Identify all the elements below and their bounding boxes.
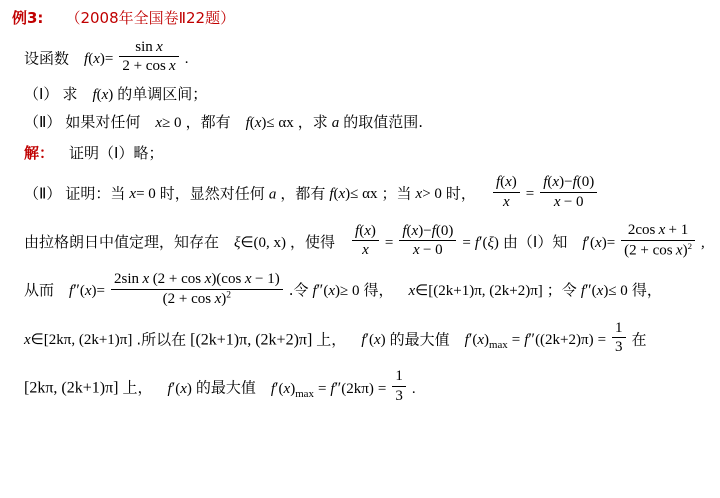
- problem-label: 例3:: [12, 9, 44, 27]
- problem-title-row: [12, 10, 708, 28]
- interval-set-1: x∈[(2k+1)π, (2k+2)π]: [408, 283, 543, 300]
- part-1-row: （Ⅰ） 求 f(x) 的单调区间；: [24, 85, 208, 104]
- function-definition: f(x)= $\frac{\text{sin x}}{\text{2 + cos x}}$ .: [84, 38, 189, 75]
- part-2-row: （Ⅱ） 如果对任何 x≥ 0 ，都有 f(x)≤ αx ，求 a 的取值范围.: [24, 112, 424, 131]
- x-ge-zero: x≥ 0: [155, 114, 182, 131]
- fraction-sinx-over-2pluscosx: $\frac{\text{sin x}}{\text{2 + cos x}}$: [119, 38, 178, 77]
- fx-ref-1: f(x): [92, 87, 114, 104]
- problem-source: （2008年全国卷Ⅱ22题）: [65, 9, 236, 27]
- f-double-prime-ge-0: f″(x)≥ 0: [312, 282, 360, 300]
- part-1-label: （Ⅰ）: [24, 85, 59, 104]
- x-eq-zero: x= 0: [129, 186, 156, 203]
- f-double-prime-le-0: f″(x)≤ 0: [580, 282, 628, 300]
- fx-ref-2: f′(x): [361, 331, 386, 349]
- part-2-label: （Ⅱ）: [24, 112, 62, 131]
- fx-le-ax-2: f(x)≤ αx: [329, 186, 378, 203]
- interval-set-3: [(2k+1)π, (2k+2)π]: [190, 331, 313, 349]
- difference-quotient-1: $\frac{f(x)}{x}$ = $\frac{f(x)-f(0)}{x - 0}$: [491, 185, 599, 202]
- second-derivative: f″(x)= $\frac{\text{2sin x (2 + cos x)(cos x − 1)}}{(2 + \cos x)^2}$: [69, 282, 289, 299]
- fx-le-ax-1: f(x)≤ αx: [245, 114, 294, 131]
- solution-part-2-row: （Ⅱ） 证明：当 x= 0 时，显然对任何 a ，都有 f(x)≤ αx ；当 x> 0 时， $\frac{f(x)}{x}$ = $\frac{f(x)-f(0)}{x - 0}$: [12, 173, 708, 212]
- f-prime-definition: f′(x)= $\frac{\text{2cos x + 1}}{(2 + \cos x)^2}$ ,: [582, 222, 705, 259]
- solution-label: 解：: [24, 144, 55, 163]
- difference-quotient-2: $\frac{f(x)}{x}$ = $\frac{f(x)-f(0)}{x - 0}$ = f′(ξ): [350, 234, 503, 251]
- set-function-text: 设函数: [24, 49, 70, 68]
- x-gt-zero: x> 0: [415, 186, 442, 203]
- solution-row: [12, 145, 708, 163]
- param-a-2: a: [268, 186, 277, 203]
- max-expression-1: $f'(x)_{max} = f''((2k+2)\pi)$ = $\frac{1}{3}$: [465, 331, 632, 348]
- lagrange-row: 由拉格朗日中值定理，知存在 ξ∈(0, x) ，使得 $\frac{f(x)}{x}$ = $\frac{f(x)-f(0)}{x - 0}$ = f′(ξ) 由（Ⅰ）知 f′(x)= $\frac{\text{2cos x + 1}}{(2 + \cos x)^2}$ ,: [24, 222, 705, 259]
- max-expression-2: $f'(x)_{max} = f''(2k\pi)$ = $\frac{1}{3}$ .: [270, 368, 416, 404]
- solution-part-1: 证明（Ⅰ）略；: [69, 144, 164, 163]
- fx-ref-3: f′(x): [167, 379, 192, 397]
- max-value-row-1: x∈[2kπ, (2k+1)π] .所以在 [(2k+1)π, (2k+2)π] 上， f′(x) 的最大值 $f'(x)_{max} = f''((2k+2)\pi)$ = $\frac{1}{3}$ 在: [24, 319, 647, 356]
- interval-set-2: x∈[2kπ, (2k+1)π]: [24, 332, 133, 349]
- xi-in-interval: ξ∈(0, x): [234, 235, 287, 252]
- derivative-row: 从而 f″(x)= $\frac{\text{2sin x (2 + cos x)(cos x − 1)}}{(2 + \cos x)^2}$ .令 f″(x)≥ 0 得， x∈[(2k+1)π, (2k+2)π] ；令 f″(x)≤ 0 得，: [24, 271, 662, 307]
- param-a-1: a: [331, 114, 340, 131]
- max-value-row-2: [2kπ, (2k+1)π] 上， f′(x) 的最大值 $f'(x)_{max} = f''(2k\pi)$ = $\frac{1}{3}$ .: [24, 368, 416, 404]
- set-function-row: [12, 38, 708, 77]
- interval-set-4: [2kπ, (2k+1)π]: [24, 379, 119, 397]
